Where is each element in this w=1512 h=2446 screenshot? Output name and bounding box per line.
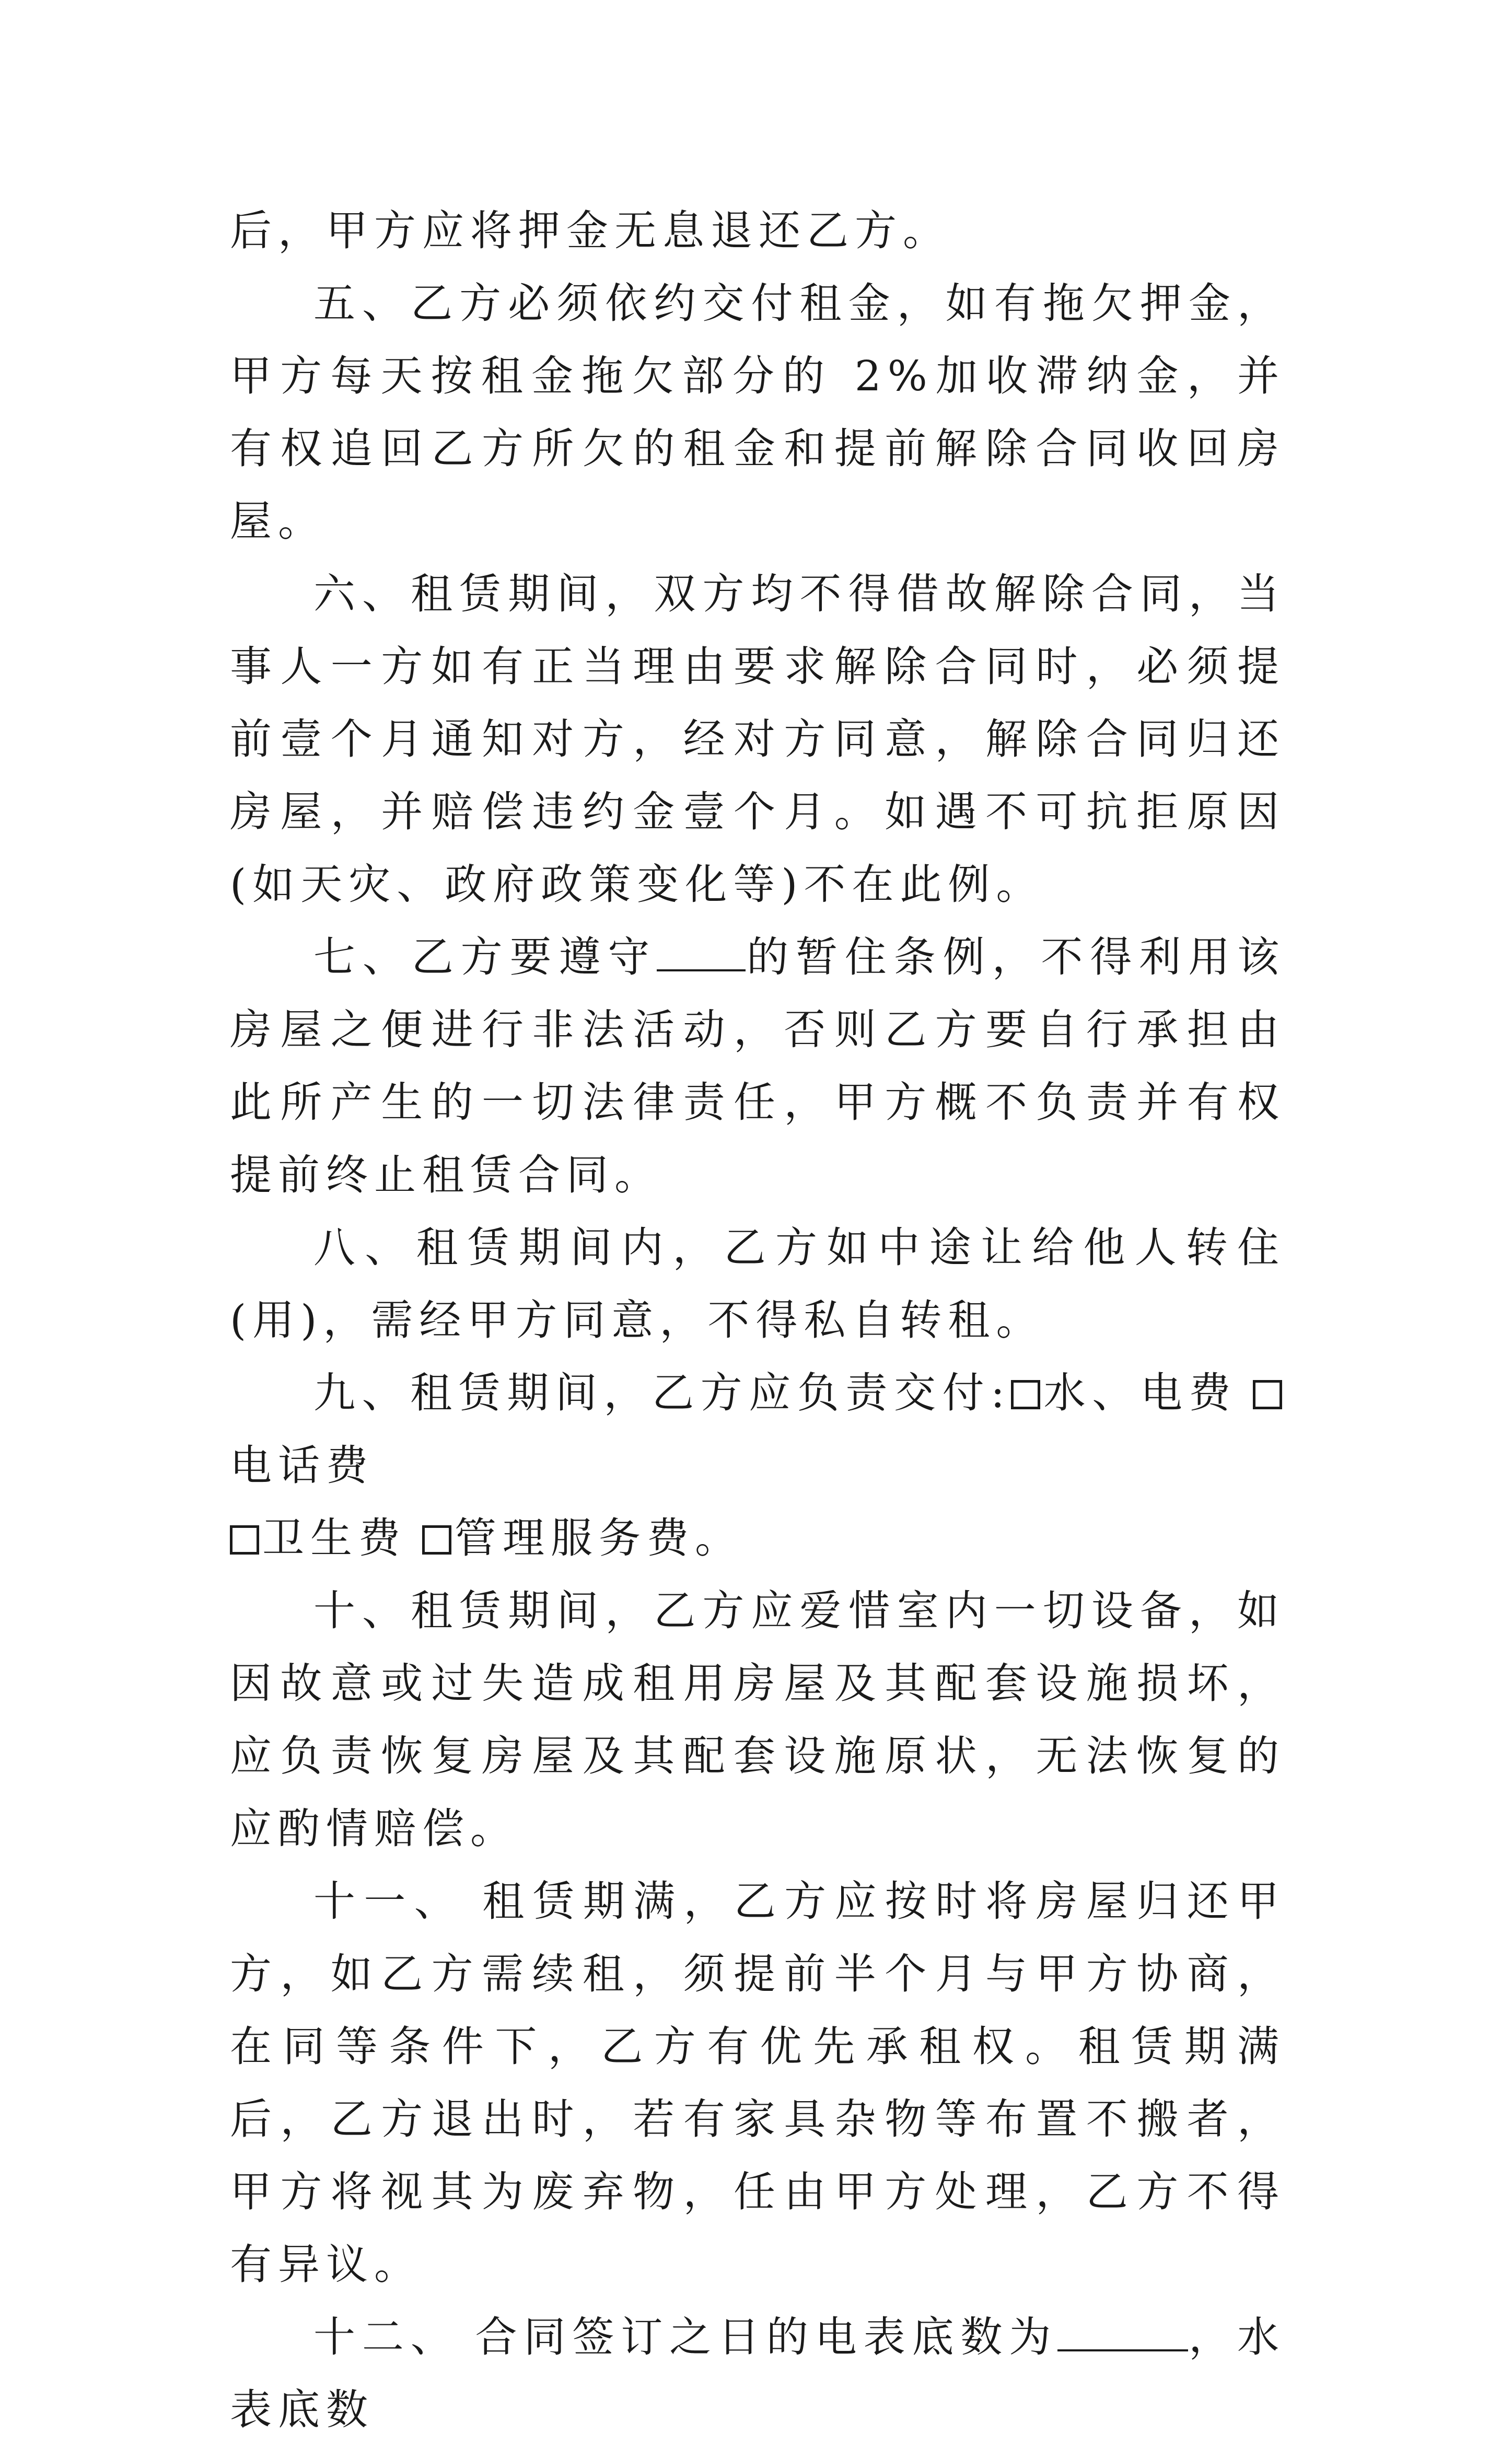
fill-in-blank-electric-meter bbox=[1057, 2316, 1188, 2351]
clause-7-residence-rules bbox=[230, 921, 1285, 1211]
checkbox-water-electricity[interactable] bbox=[1011, 1380, 1040, 1409]
checkbox-telephone[interactable] bbox=[1253, 1380, 1282, 1409]
clause-6-contract-termination: 六、租赁期间，双方均不得借故解除合同，当事人一方如有正当理由要求解除合同时，必须提前壹个月通知对方，经对方同意，解除合同归还房屋，并赔偿违约金壹个月。如遇不可抗拒原因(如天灾、政府政策变化等)不在此例。 bbox=[230, 570, 1285, 909]
clause-12-text-before: 合同签订之日的电表底数为 bbox=[474, 2313, 1058, 2361]
clause-8-sublet: 八、租赁期间内，乙方如中途让给他人转住(用)，需经甲方同意，不得私自转租。 bbox=[230, 1223, 1285, 1344]
clause-12-meter-readings bbox=[230, 2301, 1285, 2446]
fill-in-blank-regulation bbox=[657, 936, 746, 971]
clause-12-text-after: ，水表底数 bbox=[230, 2313, 1286, 2434]
paragraph-deposit-refund: 后，甲方应将押金无息退还乙方。 bbox=[230, 206, 951, 255]
option-management-service-label: 管理服务费。 bbox=[455, 1514, 743, 1562]
clause-5-rent-payment: 五、乙方必须依约交付租金，如有拖欠押金，甲方每天按租金拖欠部分的 2%加收滞纳金，并有权追回乙方所欠的租金和提前解除合同收回房屋。 bbox=[230, 279, 1285, 546]
option-sanitation-label: 卫生费 bbox=[262, 1514, 406, 1562]
clause-9-lead-text: 九、租赁期间，乙方应负责交付: bbox=[313, 1369, 1011, 1417]
clause-10-equipment-care: 十、租赁期间，乙方应爱惜室内一切设备，如因故意或过失造成租用房屋及其配套设施损坏，应负责恢复房屋及其配套设施原状，无法恢复的应酌情赔偿。 bbox=[230, 1586, 1285, 1853]
option-telephone-label: 电话费 bbox=[230, 1441, 374, 1490]
clause-11-number: 十一、 bbox=[313, 1877, 464, 1926]
clause-11-text: 租赁期满，乙方应按时将房屋归还甲方，如乙方需续租，须提前半个月与甲方协商，在同等条件下，乙方有优先承租权。租赁期满后，乙方退出时，若有家具杂物等布置不搬者，甲方将视其为废弃物，任由甲方处理，乙方不得有异议。 bbox=[230, 1877, 1286, 2289]
clause-7-text-after: 的暂住条例，不得利用该房屋之便进行非法活动，否则乙方要自行承担由此所产生的一切法律责任，甲方概不负责并有权提前终止租赁合同。 bbox=[230, 933, 1286, 1199]
checkbox-management-service[interactable] bbox=[422, 1525, 451, 1555]
clause-12-number: 十二、 bbox=[313, 2313, 459, 2361]
clause-11-lease-expiry bbox=[230, 1865, 1285, 2301]
clause-9-fees bbox=[230, 1357, 1285, 1574]
clause-7-text-before: 七、乙方要遵守 bbox=[313, 933, 657, 981]
document-body bbox=[230, 194, 1285, 2446]
checkbox-sanitation[interactable] bbox=[230, 1525, 259, 1555]
option-water-electricity-label: 水、电费 bbox=[1043, 1369, 1238, 1417]
